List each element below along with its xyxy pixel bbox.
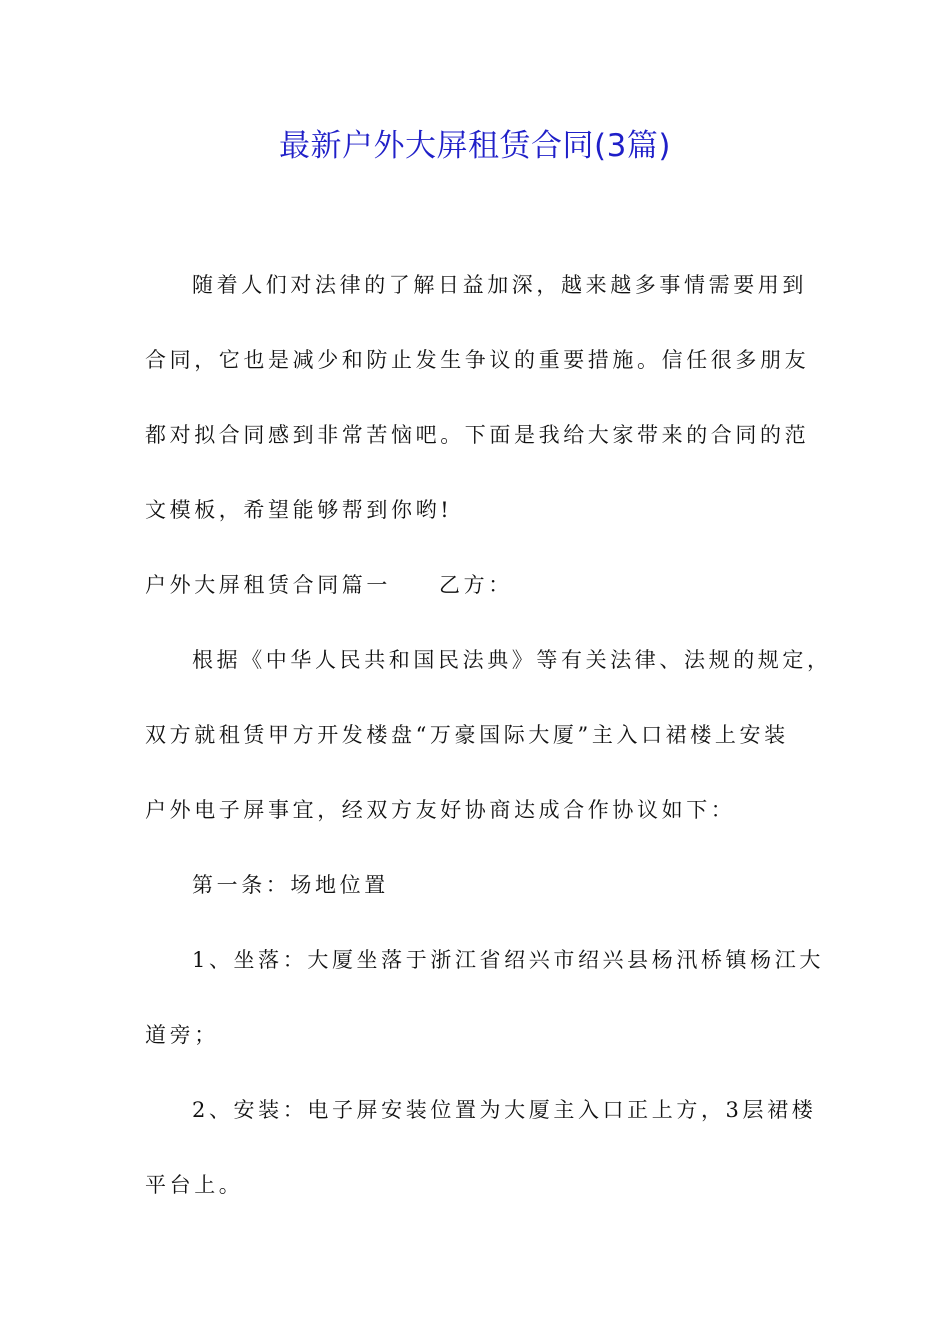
intro-line-3: 都对拟合同感到非常苦恼吧。下面是我给大家带来的合同的范 (145, 423, 810, 447)
body-line-5: 1、坐落：大厦坐落于浙江省绍兴市绍兴县杨汛桥镇杨江大 (192, 948, 824, 972)
intro-line-1: 随着人们对法律的了解日益加深，越来越多事情需要用到 (192, 273, 807, 297)
section-heading-party: 乙方： (439, 573, 513, 597)
body-line-3: 户外电子屏事宜，经双方友好协商达成合作协议如下： (145, 798, 736, 822)
article-heading: 第一条：场地位置 (192, 873, 389, 897)
body-line-1: 根据《中华人民共和国民法典》等有关法律、法规的规定， (192, 648, 832, 672)
document-title: 最新户外大屏租赁合同(3篇) (279, 128, 671, 164)
section-heading (145, 570, 825, 600)
body-line-8: 平台上。 (145, 1173, 244, 1197)
intro-line-4: 文模板，希望能够帮到你哟! (145, 498, 453, 522)
body-line-2: 双方就租赁甲方开发楼盘“万豪国际大厦”主入口裙楼上安装 (145, 723, 789, 747)
body-line-7: 2、安装：电子屏安装位置为大厦主入口正上方，3层裙楼 (192, 1098, 817, 1122)
section-heading-title: 户外大屏租赁合同篇一 (145, 573, 391, 597)
intro-line-2: 合同，它也是减少和防止发生争议的重要措施。信任很多朋友 (145, 348, 810, 372)
body-line-6: 道旁； (145, 1023, 219, 1047)
